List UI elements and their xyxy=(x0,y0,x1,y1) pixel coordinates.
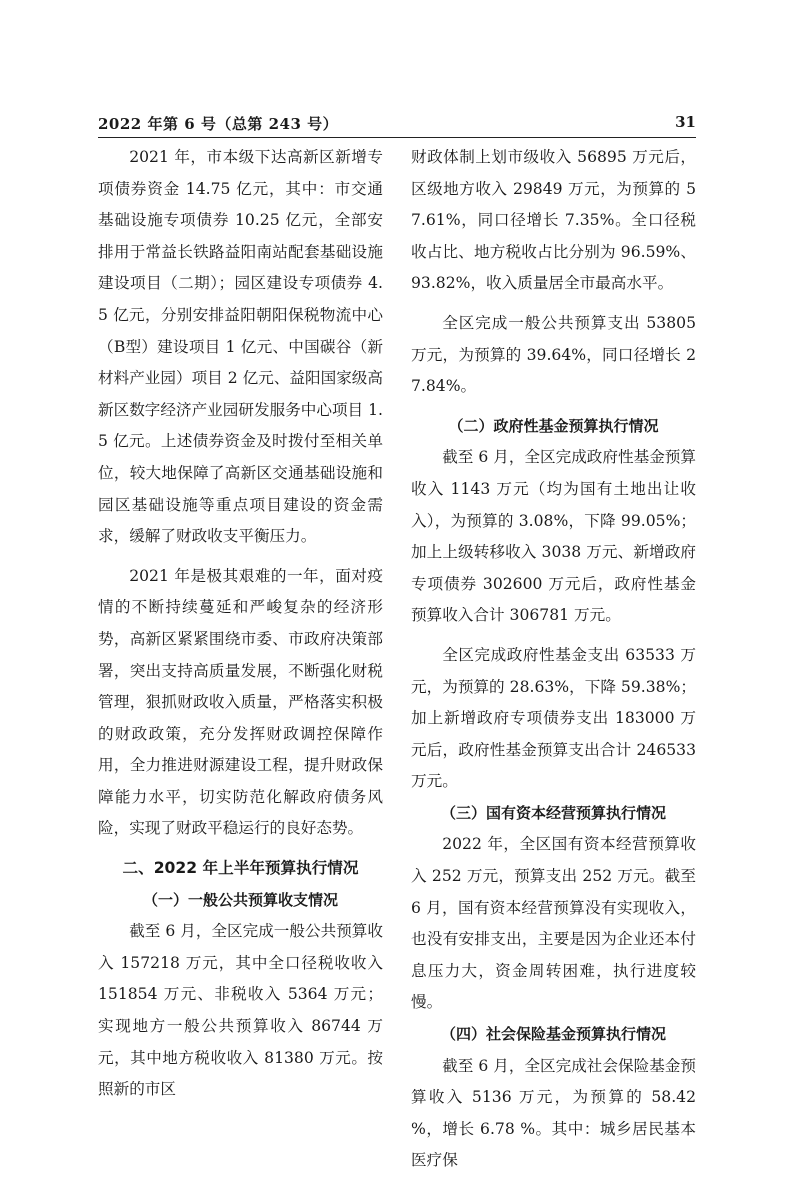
issue-label: 2022 年第 6 号（总第 243 号） xyxy=(98,115,339,133)
paragraph-fund-revenue: 截至 6 月，全区完成政府性基金预算收入 1143 万元（均为国有土地出让收入），为预算的 3.08%，下降 99.05%；加上上级转移收入 3038 万元、新增政府专项债券 302600 万元后，政府性基金预算收入合计 306781 万元。 xyxy=(411,448,696,625)
paragraph-general-revenue: 截至 6 月，全区完成一般公共预算收入 157218 万元，其中全口径税收收入 151854 万元、非税收入 5364 万元；实现地方一般公共预算收入 86744 万元，其中地方税收收入 81380 万元。按照新的市区 xyxy=(98,922,383,1099)
page-header xyxy=(98,113,696,138)
right-column xyxy=(411,142,696,1177)
paragraph-social-insurance: 截至 6 月，全区完成社会保险基金预算收入 5136 万元，为预算的 58.42 %，增长 6.78 %。其中：城乡居民基本医疗保 xyxy=(411,1056,696,1170)
page-number: 31 xyxy=(675,113,696,131)
left-column xyxy=(98,142,383,1106)
paragraph-fund-expenditure: 全区完成政府性基金支出 63533 万元，为预算的 28.63%，下降 59.38%；加上新增政府专项债券支出 183000 万元后，政府性基金预算支出合计 246533 万元。 xyxy=(411,645,696,791)
paragraph-state-capital: 2022 年，全区国有资本经营预算收入 252 万元，预算支出 252 万元。截至 6 月，国有资本经营预算没有实现收入，也没有安排支出，主要是因为企业还本付息压力大，资金周转困难，执行进度较慢。 xyxy=(411,835,696,1012)
subsection-heading-state-capital: （三）国有资本经营预算执行情况 xyxy=(440,803,666,822)
subsection-heading-social-insurance: （四）社会保险基金预算执行情况 xyxy=(440,1025,666,1044)
paragraph-district-revenue: 财政体制上划市级收入 56895 万元后，区级地方收入 29849 万元，为预算的 57.61%，同口径增长 7.35%。全口径税收占比、地方税收占比分别为 96.59%、93.82%，收入质量居全市最高水平。 xyxy=(411,148,696,293)
paragraph-special-bonds: 2021 年，市本级下达高新区新增专项债券资金 14.75 亿元，其中：市交通基础设施专项债券 10.25 亿元，全部安排用于常益长铁路益阳南站配套基础设施建设项目（二期）；园区建设专项债券 4.5 亿元，分别安排益阳朝阳保税物流中心（B型）建设项目 1 亿元、中国碳谷（新材料产业园）项目 2 亿元、益阳国家级高新区数字经济产业园研发服务中心项目 1.5 亿元。上述债券资金及时拨付至相关单位，较大地保障了高新区交通基础设施和园区基础设施等重点项目建设的资金需求，缓解了财政收支平衡压力。 xyxy=(98,148,383,546)
paragraph-2021-summary: 2021 年是极其艰难的一年，面对疫情的不断持续蔓延和严峻复杂的经济形势，高新区紧紧围绕市委、市政府决策部署，突出支持高质量发展，不断强化财税管理，狠抓财政收入质量，严格落实积极的财政政策，充分发挥财政调控保障作用，全力推进财源建设工程，提升财政保障能力水平，切实防范化解政府债务风险，实现了财政平稳运行的良好态势。 xyxy=(98,566,383,838)
paragraph-general-expenditure: 全区完成一般公共预算支出 53805 万元，为预算的 39.64%，同口径增长 27.84%。 xyxy=(411,313,696,396)
subsection-heading-general-budget: （一）一般公共预算收支情况 xyxy=(142,890,338,909)
section-heading-2022-budget: 二、2022 年上半年预算执行情况 xyxy=(122,859,359,878)
subsection-heading-government-fund: （二）政府性基金预算执行情况 xyxy=(448,416,659,435)
